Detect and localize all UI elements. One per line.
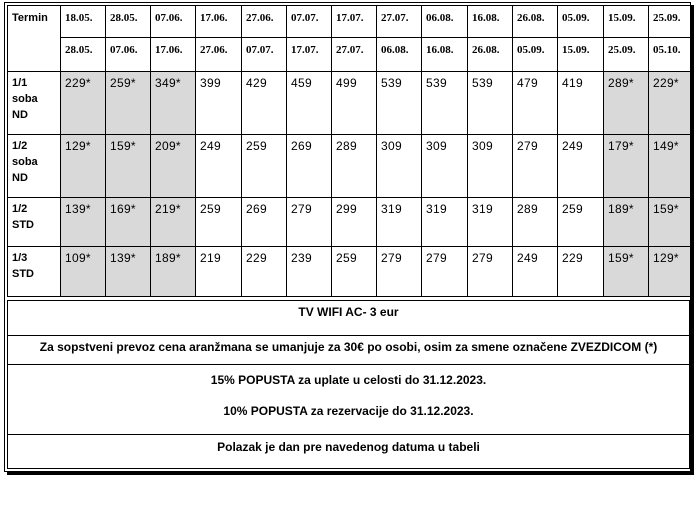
price-cell: 309	[377, 135, 422, 198]
period-end-date: 25.09.	[604, 38, 649, 72]
price-cell: 309	[422, 135, 468, 198]
price-cell: 399	[196, 72, 242, 135]
price-cell: 109*	[61, 247, 106, 297]
price-cell: 239	[287, 247, 332, 297]
price-cell: 539	[468, 72, 513, 135]
price-cell: 229*	[61, 72, 106, 135]
price-cell: 289	[513, 198, 558, 247]
price-cell: 259	[196, 198, 242, 247]
period-start-date: 05.09.	[558, 6, 604, 38]
price-cell: 349*	[151, 72, 196, 135]
price-table	[7, 5, 691, 297]
room-type-row	[8, 247, 691, 297]
room-type-label-line: ND	[12, 109, 28, 121]
period-end-date: 17.06.	[151, 38, 196, 72]
room-type-label-line: STD	[12, 268, 34, 280]
period-end-date: 06.08.	[377, 38, 422, 72]
period-end-date: 05.10.	[649, 38, 691, 72]
room-type-label	[8, 198, 61, 247]
amenities-note: TV WIFI AC- 3 eur	[7, 300, 690, 336]
period-start-date: 27.07.	[377, 6, 422, 38]
room-type-label-line: 1/2	[12, 140, 28, 152]
price-cell: 309	[468, 135, 513, 198]
period-end-date: 17.07.	[287, 38, 332, 72]
price-cell: 209*	[151, 135, 196, 198]
termin-header: Termin	[8, 6, 61, 72]
room-type-label	[8, 247, 61, 297]
price-cell: 219	[196, 247, 242, 297]
departure-note: Polazak je dan pre navedenog datuma u tabeli	[7, 435, 690, 469]
period-start-date: 25.09.	[649, 6, 691, 38]
price-cell: 189*	[151, 247, 196, 297]
header-row-from	[8, 6, 691, 38]
period-start-date: 15.09.	[604, 6, 649, 38]
room-type-label	[8, 72, 61, 135]
price-cell: 499	[332, 72, 377, 135]
price-cell: 429	[242, 72, 287, 135]
price-cell: 229*	[649, 72, 691, 135]
price-cell: 229	[242, 247, 287, 297]
price-cell: 249	[513, 247, 558, 297]
price-cell: 259*	[106, 72, 151, 135]
price-cell: 129*	[61, 135, 106, 198]
price-cell: 169*	[106, 198, 151, 247]
period-end-date: 27.06.	[196, 38, 242, 72]
period-end-date: 16.08.	[422, 38, 468, 72]
price-cell: 229	[558, 247, 604, 297]
period-start-date: 16.08.	[468, 6, 513, 38]
price-cell: 269	[242, 198, 287, 247]
price-cell: 159*	[106, 135, 151, 198]
room-type-label-line: 1/3	[12, 252, 28, 264]
price-cell: 249	[558, 135, 604, 198]
room-type-label-line: STD	[12, 219, 34, 231]
price-cell: 279	[468, 247, 513, 297]
price-cell: 269	[287, 135, 332, 198]
period-end-date: 26.08.	[468, 38, 513, 72]
period-start-date: 06.08.	[422, 6, 468, 38]
period-end-date: 05.09.	[513, 38, 558, 72]
period-start-date: 26.08.	[513, 6, 558, 38]
price-cell: 279	[422, 247, 468, 297]
price-cell: 459	[287, 72, 332, 135]
period-end-date: 15.09.	[558, 38, 604, 72]
period-end-date: 28.05.	[61, 38, 106, 72]
room-type-label-line: ND	[12, 172, 28, 184]
price-cell: 149*	[649, 135, 691, 198]
room-type-row	[8, 72, 691, 135]
price-cell: 279	[377, 247, 422, 297]
price-cell: 289*	[604, 72, 649, 135]
price-cell: 159*	[649, 198, 691, 247]
price-cell: 539	[422, 72, 468, 135]
period-start-date: 18.05.	[61, 6, 106, 38]
price-cell: 159*	[604, 247, 649, 297]
period-start-date: 07.07.	[287, 6, 332, 38]
header-row-to	[8, 38, 691, 72]
price-cell: 259	[332, 247, 377, 297]
room-type-row	[8, 198, 691, 247]
discount-reservation: 10% POPUSTA za rezervacije do 31.12.2023.	[223, 404, 474, 418]
price-cell: 279	[513, 135, 558, 198]
price-cell: 539	[377, 72, 422, 135]
period-start-date: 07.06.	[151, 6, 196, 38]
period-start-date: 28.05.	[106, 6, 151, 38]
period-end-date: 07.07.	[242, 38, 287, 72]
discounts-block	[7, 365, 690, 435]
price-cell: 319	[377, 198, 422, 247]
price-cell: 139*	[106, 247, 151, 297]
room-type-label-line: soba	[12, 93, 38, 105]
price-cell: 129*	[649, 247, 691, 297]
period-end-date: 07.06.	[106, 38, 151, 72]
period-start-date: 17.07.	[332, 6, 377, 38]
room-type-label	[8, 135, 61, 198]
period-start-date: 17.06.	[196, 6, 242, 38]
price-cell: 319	[468, 198, 513, 247]
price-cell: 419	[558, 72, 604, 135]
price-cell: 189*	[604, 198, 649, 247]
discount-full-payment: 15% POPUSTA za uplate u celosti do 31.12.2023.	[210, 373, 487, 387]
price-cell: 299	[332, 198, 377, 247]
room-type-label-line: soba	[12, 156, 38, 168]
period-end-date: 27.07.	[332, 38, 377, 72]
price-list-frame	[4, 2, 691, 472]
room-type-row	[8, 135, 691, 198]
room-type-label-line: 1/1	[12, 77, 28, 89]
period-start-date: 27.06.	[242, 6, 287, 38]
price-cell: 289	[332, 135, 377, 198]
price-cell: 259	[242, 135, 287, 198]
price-cell: 219*	[151, 198, 196, 247]
price-cell: 249	[196, 135, 242, 198]
room-type-label-line: 1/2	[12, 203, 28, 215]
price-cell: 179*	[604, 135, 649, 198]
price-cell: 279	[287, 198, 332, 247]
price-cell: 259	[558, 198, 604, 247]
price-cell: 319	[422, 198, 468, 247]
own-transport-note: Za sopstveni prevoz cena aranžmana se umanjuje za 30€ po osobi, osim za smene označene ZVEZDICOM (*)	[7, 336, 690, 365]
price-cell: 479	[513, 72, 558, 135]
price-cell: 139*	[61, 198, 106, 247]
